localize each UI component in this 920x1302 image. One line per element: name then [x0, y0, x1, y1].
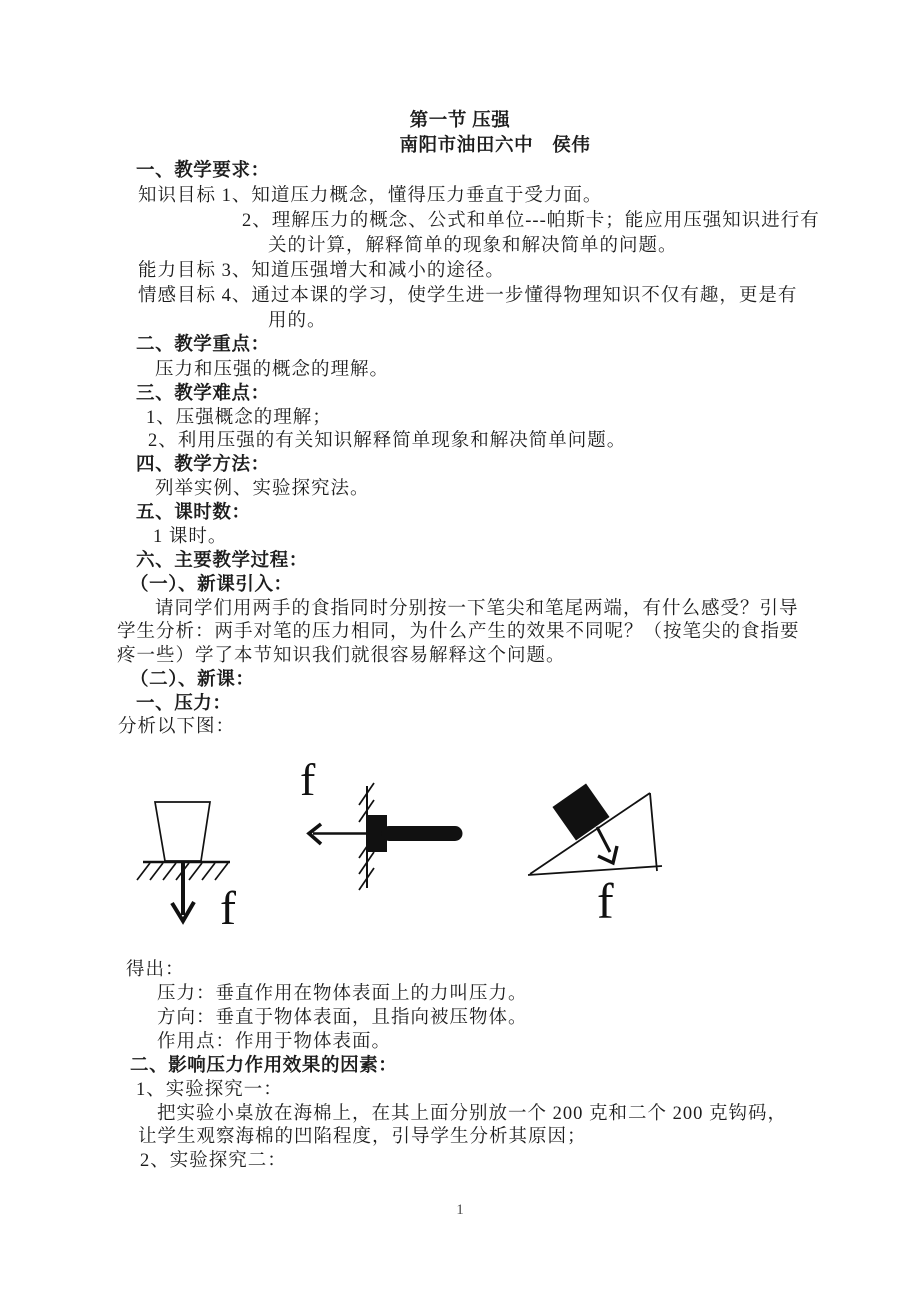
doc-line: 2、理解压力的概念、公式和单位---帕斯卡；能应用压强知识进行有 — [242, 211, 820, 231]
doc-line: 方向：垂直于物体表面，且指向被压物体。 — [157, 1008, 528, 1028]
doc-line: 作用点：作用于物体表面。 — [157, 1032, 392, 1052]
doc-line: 1、压强概念的理解； — [146, 408, 332, 428]
force-label-f: f — [300, 754, 316, 805]
subsection-heading-intro: （一）、新课引入： — [130, 575, 293, 595]
section-heading-factors: 二、影响压力作用效果的因素： — [130, 1056, 398, 1076]
doc-line: 压力：垂直作用在物体表面上的力叫压力。 — [157, 984, 528, 1004]
section-heading-process: 六、主要教学过程： — [136, 551, 308, 571]
doc-line: 2、利用压强的有关知识解释简单现象和解决简单问题。 — [148, 431, 627, 451]
force-arrow-down — [172, 861, 194, 921]
subsection-heading-pressure-force: 一、压力： — [136, 694, 232, 714]
doc-line: 1、实验探究一： — [136, 1080, 283, 1100]
doc-line: 请同学们用两手的食指同时分别按一下笔尖和笔尾两端，有什么感受？引导 — [155, 599, 799, 619]
doc-line: 把实验小桌放在海棉上，在其上面分别放一个 200 克和二个 200 克钩码， — [157, 1104, 788, 1124]
page-number: 1 — [456, 1202, 464, 1218]
force-label-f: f — [220, 882, 236, 935]
doc-author: 南阳市油田六中 侯伟 — [399, 136, 591, 156]
figure-nail-in-wall — [300, 754, 455, 890]
doc-line: 让学生观察海棉的凹陷程度，引导学生分析其原因； — [138, 1127, 587, 1147]
force-label-f: f — [597, 873, 614, 929]
doc-line: 列举实例、实验探究法。 — [155, 479, 370, 499]
force-arrow-perpendicular — [597, 827, 617, 863]
figure-block-on-incline — [528, 783, 662, 929]
doc-title: 第一节 压强 — [409, 111, 511, 131]
section-heading-class-hours: 五、课时数： — [136, 503, 251, 523]
doc-line: 学生分析：两手对笔的压力相同，为什么产生的效果不同呢？（按笔尖的食指要 — [117, 622, 800, 642]
section-heading-difficulties: 三、教学难点： — [136, 384, 270, 404]
doc-line: 得出： — [126, 960, 185, 980]
doc-line: 知识目标 1、知道压力概念，懂得压力垂直于受力面。 — [138, 186, 603, 206]
doc-line: 能力目标 3、知道压强增大和减小的途径。 — [138, 261, 505, 281]
section-heading-methods: 四、教学方法： — [136, 455, 270, 475]
force-arrow-left — [309, 824, 367, 844]
doc-line: 分析以下图： — [118, 717, 236, 737]
figure-cup-on-ground — [137, 802, 236, 935]
doc-line: 用的。 — [268, 311, 327, 331]
doc-line: 情感目标 4、通过本课的学习，使学生进一步懂得物理知识不仅有趣，更是有 — [138, 286, 798, 306]
section-heading-key-points: 二、教学重点： — [136, 335, 270, 355]
doc-line: 2、实验探究二： — [140, 1151, 287, 1171]
subsection-heading-new-lesson: （二）、新课： — [130, 670, 255, 690]
doc-line: 1 课时。 — [153, 527, 228, 547]
doc-line: 压力和压强的概念的理解。 — [155, 360, 390, 380]
cup-shape — [155, 802, 210, 861]
doc-line: 关的计算，解释简单的现象和解决简单的问题。 — [268, 236, 678, 256]
doc-line: 疼一些）学了本节知识我们就很容易解释这个问题。 — [117, 646, 566, 666]
section-heading-requirements: 一、教学要求： — [136, 161, 270, 181]
